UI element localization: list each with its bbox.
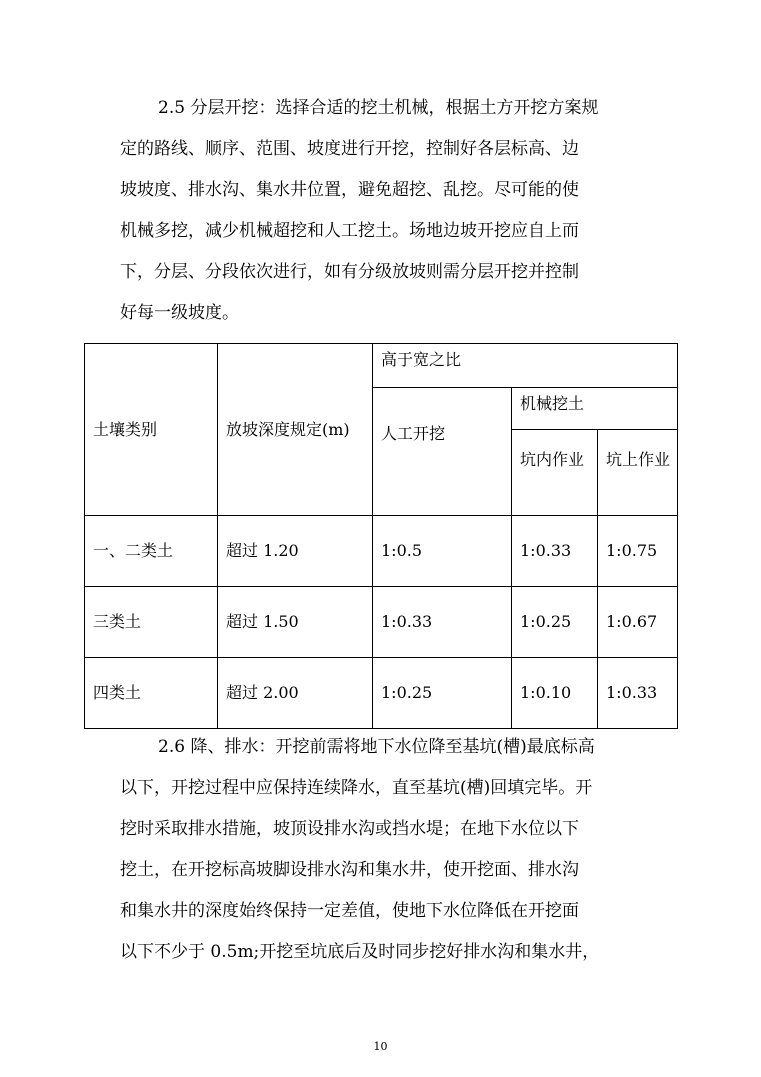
paragraph-line: 以下不少于 0.5m;开挖至坑底后及时同步挖好排水沟和集水井， — [120, 942, 600, 962]
paragraph-line: 以下，开挖过程中应保持连续降水，直至基坑(槽)回填完毕。开 — [120, 778, 593, 798]
header-machine-excavation: 机械挖土 — [512, 388, 678, 430]
paragraph-line: 定的路线、顺序、范围、坡度进行开挖，控制好各层标高、边 — [120, 139, 579, 159]
cell-depth: 超过 1.20 — [218, 516, 373, 587]
header-height-width-ratio: 高于宽之比 — [373, 344, 678, 388]
cell-in-pit: 1:0.25 — [512, 587, 598, 658]
cell-on-pit: 1:0.75 — [598, 516, 678, 587]
cell-soil: 四类土 — [85, 658, 218, 729]
cell-depth: 超过 2.00 — [218, 658, 373, 729]
section-2-5-paragraph — [120, 88, 660, 334]
header-in-pit-work — [512, 430, 598, 516]
cell-in-pit: 1:0.33 — [512, 516, 598, 587]
paragraph-line: 下，分层、分段依次进行，如有分级放坡则需分层开挖并控制 — [120, 262, 579, 282]
cell-soil: 三类土 — [85, 587, 218, 658]
cell-soil: 一、二类土 — [85, 516, 218, 587]
header-depth-rule: 放坡深度规定(m) — [218, 344, 373, 516]
section-2-6-paragraph — [120, 727, 660, 973]
table-row — [85, 516, 678, 587]
cell-manual: 1:0.5 — [373, 516, 512, 587]
paragraph-line: 挖土，在开挖标高坡脚设排水沟和集水井，使开挖面、排水沟 — [120, 860, 579, 880]
header-in-pit-text: 坑内作业 — [520, 450, 585, 469]
paragraph-line: 挖时采取排水措施，坡顶设排水沟或挡水堤；在地下水位以下 — [120, 819, 579, 839]
cell-in-pit: 1:0.10 — [512, 658, 598, 729]
table-row — [85, 587, 678, 658]
cell-manual: 1:0.25 — [373, 658, 512, 729]
header-manual-excavation: 人工开挖 — [373, 388, 512, 516]
paragraph-line: 2.5 分层开挖：选择合适的挖土机械，根据土方开挖方案规 — [158, 98, 599, 118]
header-on-pit-text: 坑上作业 — [606, 450, 671, 469]
slope-ratio-table — [84, 343, 678, 729]
header-soil-type: 土壤类别 — [85, 344, 218, 516]
cell-on-pit: 1:0.67 — [598, 587, 678, 658]
paragraph-line: 坡坡度、排水沟、集水井位置，避免超挖、乱挖。尽可能的使 — [120, 180, 579, 200]
cell-depth: 超过 1.50 — [218, 587, 373, 658]
paragraph-line: 好每一级坡度。 — [120, 303, 239, 323]
table-row — [85, 658, 678, 729]
paragraph-line: 2.6 降、排水：开挖前需将地下水位降至基坑(槽)最底标高 — [158, 737, 595, 757]
paragraph-line: 机械多挖，减少机械超挖和人工挖土。场地边坡开挖应自上而 — [120, 221, 579, 241]
paragraph-line: 和集水井的深度始终保持一定差值，使地下水位降低在开挖面 — [120, 901, 579, 921]
page-number: 10 — [373, 1040, 388, 1053]
cell-manual: 1:0.33 — [373, 587, 512, 658]
cell-on-pit: 1:0.33 — [598, 658, 678, 729]
header-on-pit-work — [598, 430, 678, 516]
